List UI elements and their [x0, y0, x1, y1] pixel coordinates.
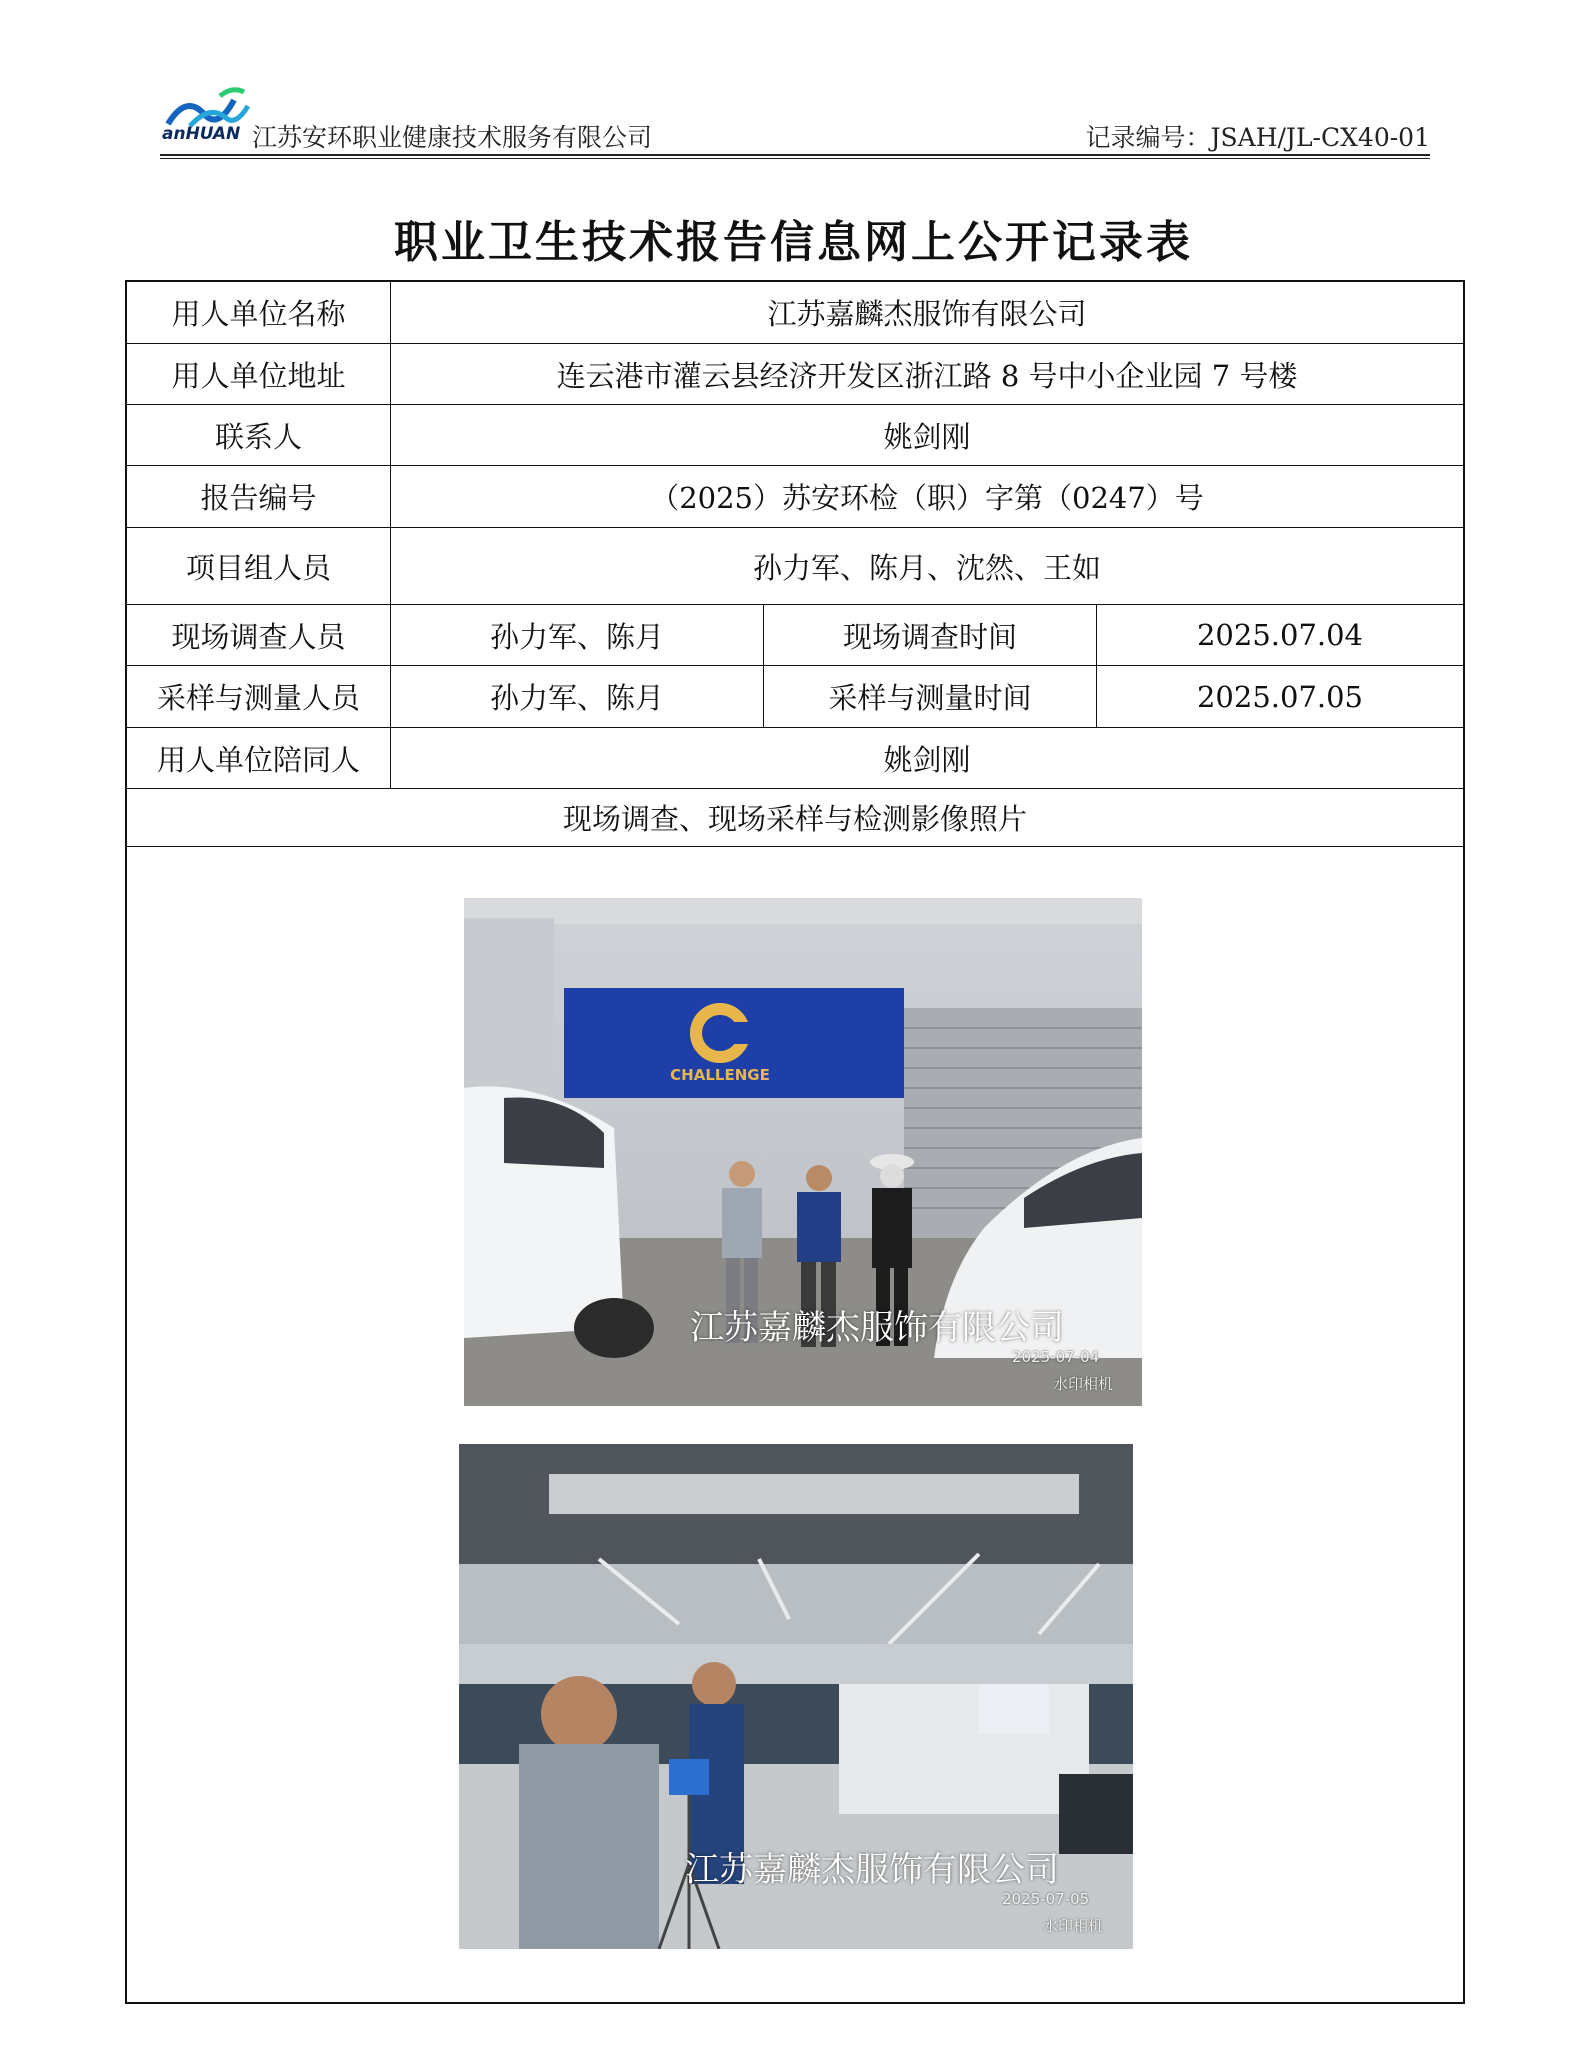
- row-employer-address: [127, 344, 1463, 405]
- record-table: [125, 280, 1465, 2004]
- header-rule: [160, 154, 1430, 156]
- value-report-no: （2025）苏安环检（职）字第（0247）号: [650, 481, 1204, 515]
- challenge-sign-text: CHALLENGE: [670, 1066, 770, 1084]
- label-employer-name: 用人单位名称: [127, 282, 391, 343]
- record-number: 记录编号：JSAH/JL-CX40-01: [1085, 123, 1430, 152]
- value-sampling-staff: 孙力军、陈月: [391, 666, 764, 727]
- value-contact: 姚剑刚: [883, 419, 971, 454]
- value-employer-address: 连云港市灌云县经济开发区浙江路 8 号中小企业园 7 号楼: [556, 358, 1298, 393]
- value-survey-time: 2025.07.04: [1196, 618, 1364, 652]
- label-contact: 联系人: [127, 405, 391, 465]
- photo-1-camera: 水印相机: [1053, 1375, 1114, 1393]
- value-sampling-time: 2025.07.05: [1196, 679, 1364, 714]
- row-report-no: [127, 466, 1463, 528]
- site-survey-photo: [464, 898, 1142, 1406]
- row-team: [127, 528, 1463, 605]
- label-report-no: 报告编号: [127, 466, 391, 527]
- sampling-photo: [459, 1444, 1133, 1949]
- row-sampling: [127, 666, 1463, 728]
- label-escort: 用人单位陪同人: [127, 728, 391, 788]
- value-team: 孙力军、陈月、沈然、王如: [752, 550, 1101, 585]
- photo-1-watermark: 江苏嘉麟杰服饰有限公司: [690, 1308, 1064, 1348]
- label-survey-staff: 现场调查人员: [127, 605, 391, 665]
- row-employer-name: [127, 282, 1463, 344]
- value-escort: 姚剑刚: [883, 742, 971, 777]
- row-contact: [127, 405, 1463, 466]
- logo-text: anHUAN: [162, 124, 241, 144]
- value-survey-staff: 孙力军、陈月: [391, 605, 764, 665]
- company-name: 江苏安环职业健康技术服务有限公司: [252, 123, 653, 152]
- label-survey-time: 现场调查时间: [764, 605, 1097, 665]
- label-team: 项目组人员: [127, 528, 391, 604]
- photo-2-watermark: 江苏嘉麟杰服饰有限公司: [685, 1850, 1059, 1890]
- photos-area: [127, 847, 1463, 2002]
- photos-heading: 现场调查、现场采样与检测影像照片: [562, 802, 1027, 836]
- page-header: [160, 78, 1430, 156]
- label-sampling-staff: 采样与测量人员: [127, 666, 391, 727]
- value-employer-name: 江苏嘉麟杰服饰有限公司: [767, 297, 1087, 331]
- photo-2-camera: 水印相机: [1043, 1917, 1104, 1935]
- row-survey: [127, 605, 1463, 666]
- row-photos-heading: [127, 789, 1463, 847]
- page-title: 职业卫生技术报告信息网上公开记录表: [394, 217, 1193, 268]
- label-sampling-time: 采样与测量时间: [764, 666, 1097, 727]
- photo-2-date: 2025-07-05: [1002, 1890, 1090, 1908]
- photo-1-date: 2025-07-04: [1012, 1348, 1100, 1366]
- label-employer-address: 用人单位地址: [127, 344, 391, 404]
- row-escort: [127, 728, 1463, 789]
- header-rule-thin: [160, 158, 1430, 159]
